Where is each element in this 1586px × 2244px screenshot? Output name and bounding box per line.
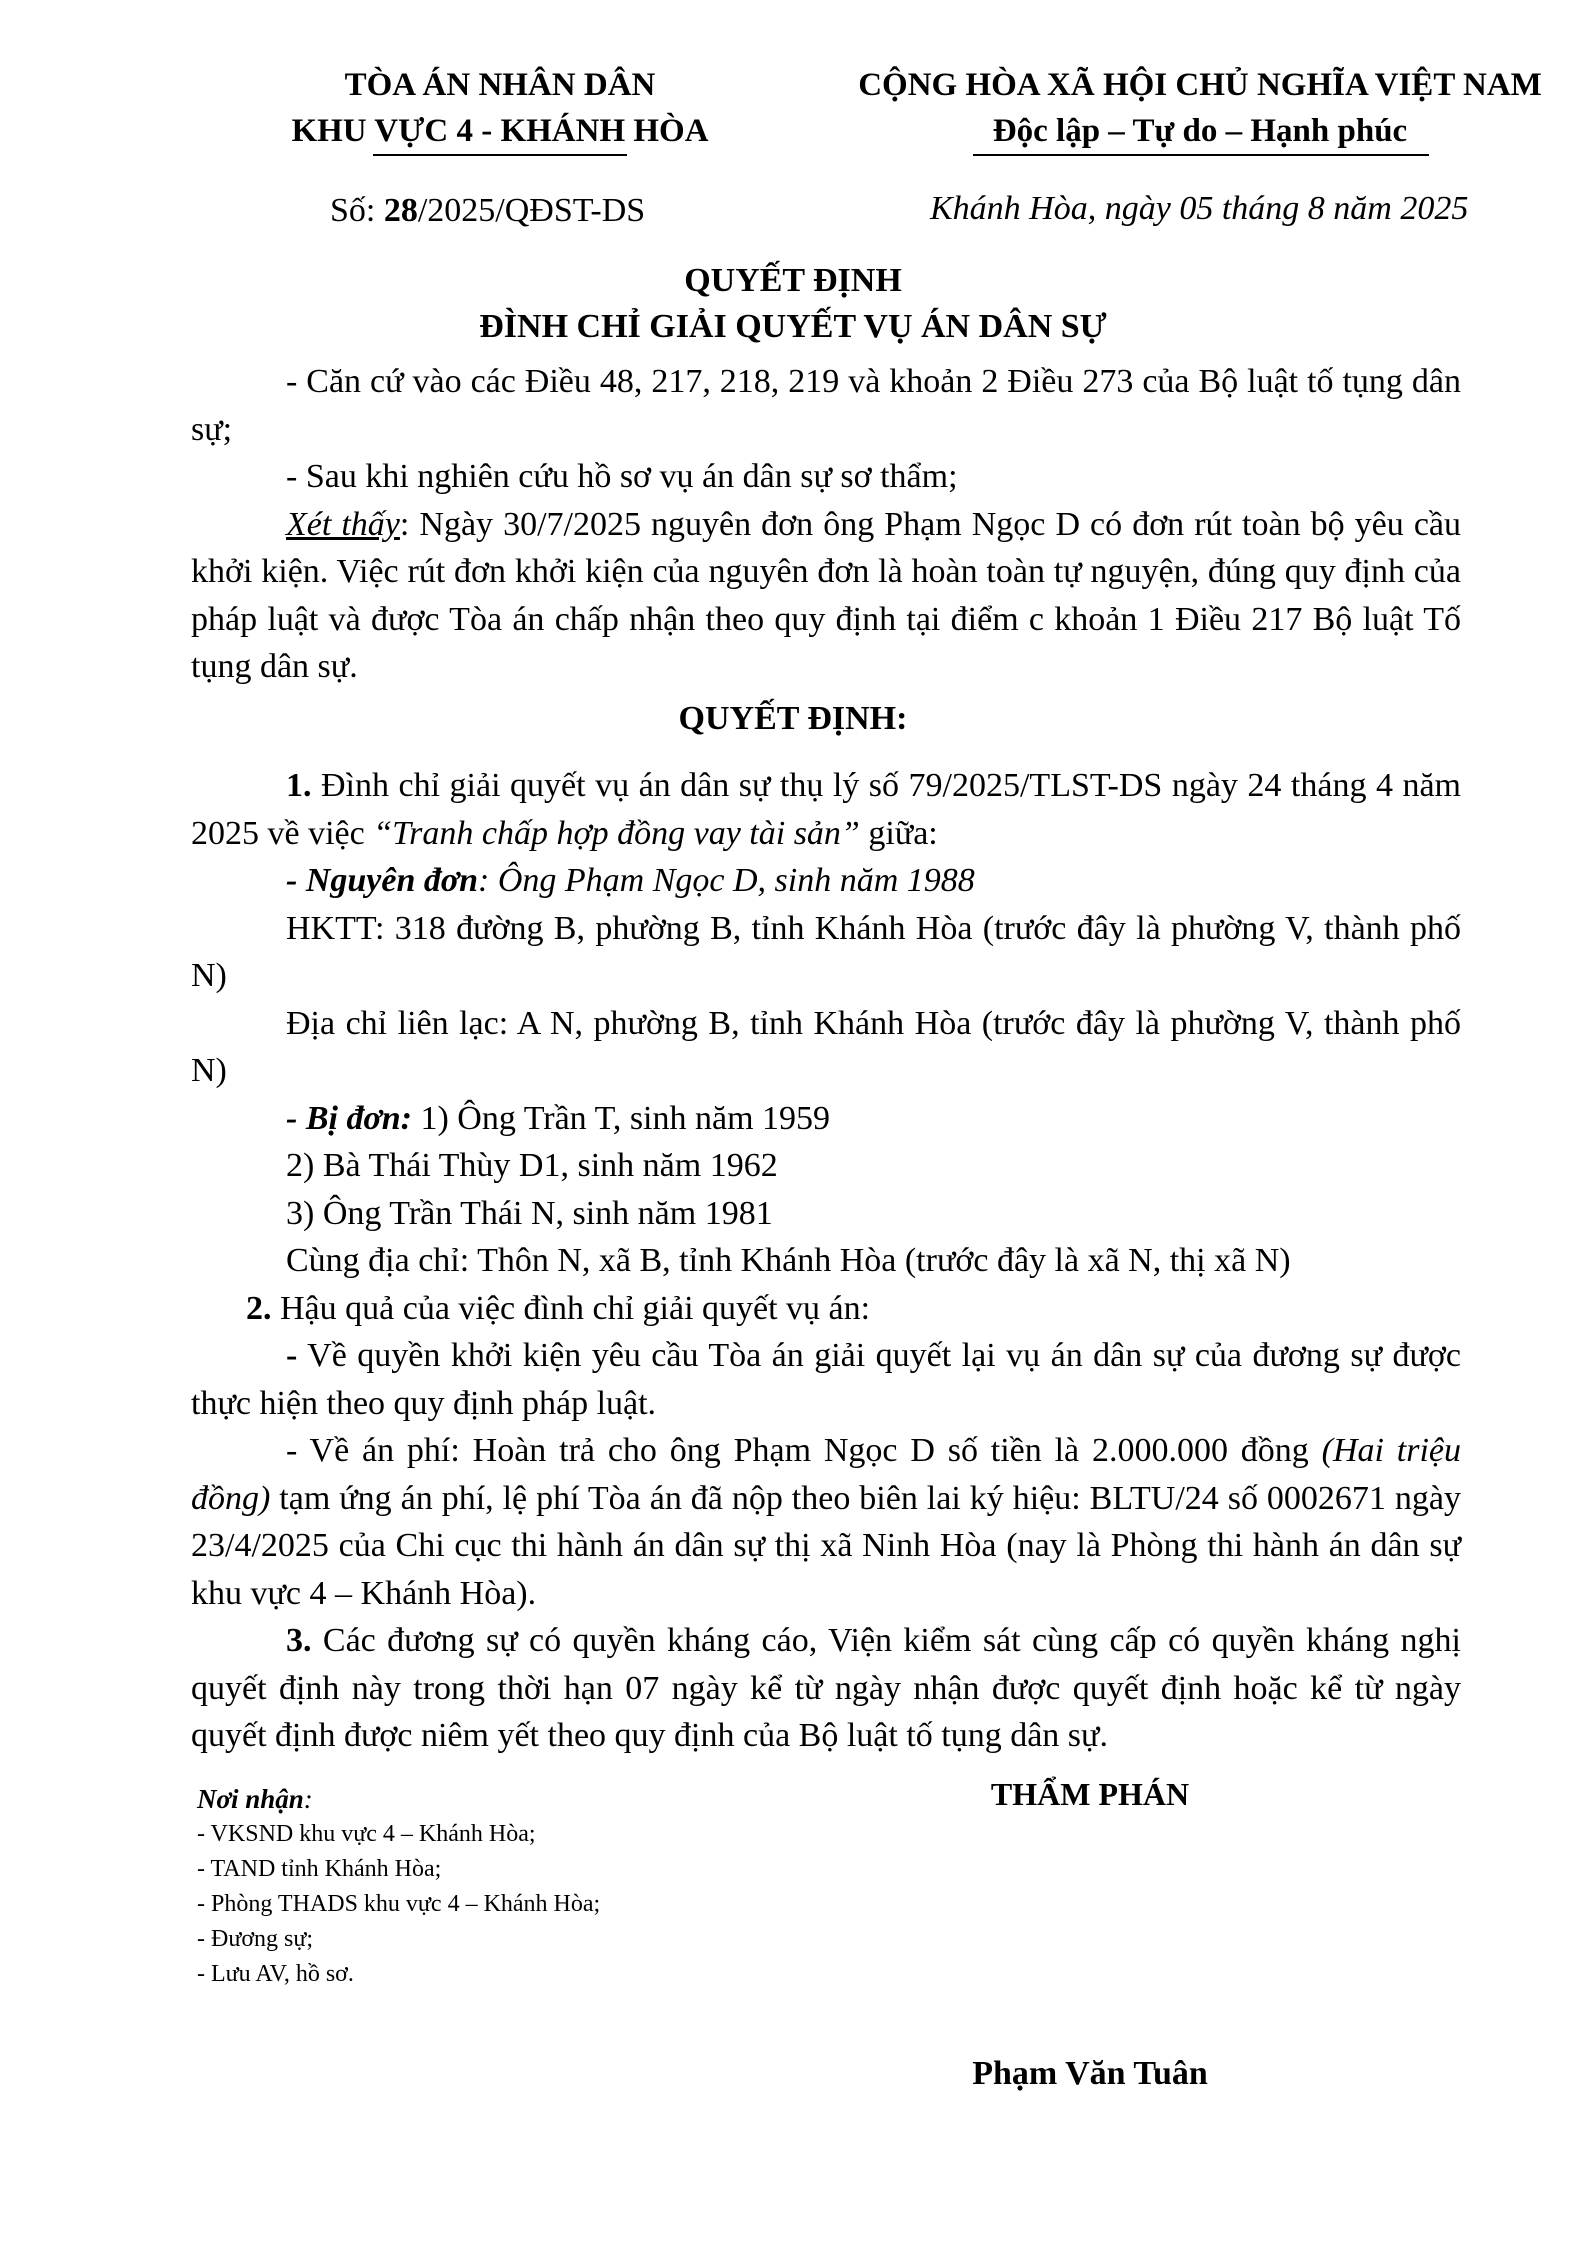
court-region: KHU VỰC 4 - KHÁNH HÒA [291, 113, 709, 149]
judge-name: Phạm Văn Tuân [972, 2055, 1208, 2092]
recipients-title-text: Nơi nhận [197, 1784, 304, 1814]
case-name: “Tranh chấp hợp đồng vay tài sản” [373, 814, 860, 852]
document-number-value: 28 [383, 192, 418, 229]
defendant-2: 2) Bà Thái Thùy D1, sinh năm 1962 [286, 1147, 778, 1184]
item-1 [191, 762, 1461, 857]
basis-paragraph-3 [191, 501, 1461, 691]
document-number-prefix: Số: [330, 192, 384, 229]
item-3 [191, 1617, 1461, 1760]
court-header [250, 62, 750, 154]
item-2-text-2a: - Về án phí: Hoàn trả cho ông Phạm Ngọc D số tiền là 2.000.000 đồng [286, 1432, 1322, 1469]
recipient-item: - Phòng THADS khu vực 4 – Khánh Hòa; [197, 1891, 601, 1917]
recipient-item: - TAND tỉnh Khánh Hòa; [197, 1856, 442, 1882]
state-header [830, 62, 1570, 154]
decision-heading: QUYẾT ĐỊNH: [678, 700, 908, 737]
consideration-label: Xét thấy [286, 505, 400, 543]
defendant-common-address: Cùng địa chỉ: Thôn N, xã B, tỉnh Khánh Hòa (trước đây là xã N, thị xã N) [286, 1242, 1291, 1279]
decision-section [191, 762, 1461, 1760]
document-number-suffix: /2025/QĐST-DS [417, 192, 646, 229]
defendant-label: - Bị đơn: [286, 1099, 412, 1137]
plaintiff-label: - Nguyên đơn [286, 862, 479, 899]
plaintiff-value: : Ông Phạm Ngọc D, sinh năm 1988 [478, 862, 975, 899]
court-header-underline [373, 154, 627, 156]
state-name: CỘNG HÒA XÃ HỘI CHỦ NGHĨA VIỆT NAM [858, 67, 1542, 103]
item-1-number: 1. [286, 767, 312, 804]
item-2-heading: Hậu quả của việc đình chỉ giải quyết vụ án: [271, 1289, 871, 1327]
document-title: QUYẾT ĐỊNH [684, 262, 902, 299]
recipients-block [197, 1782, 600, 1992]
document-number [330, 192, 645, 230]
court-name: TÒA ÁN NHÂN DÂN [344, 67, 656, 103]
defendant-1: 1) Ông Trần T, sinh năm 1959 [411, 1099, 831, 1137]
recipients-title [197, 1782, 600, 1817]
amount-in-words: (Hai triệu đồng) [191, 1432, 1461, 1517]
consideration-text: : Ngày 30/7/2025 nguyên đơn ông Phạm Ngọc D có đơn rút toàn bộ yêu cầu khởi kiện. Việc rút đơn khởi kiện của nguyên đơn là hoàn toàn tự nguyện, đúng quy định của pháp luật và được Tòa án chấp nhận theo quy định tại điểm c khoản 1 Điều 217 Bộ luật Tố tụng dân sự. [191, 505, 1461, 685]
item-2-paragraph-1 [191, 1332, 1461, 1427]
item-2-number: 2. [246, 1289, 272, 1327]
plaintiff-contact: Địa chỉ liên lạc: A N, phường B, tỉnh Khánh Hòa (trước đây là phường V, thành phố N) [191, 1004, 1461, 1089]
item-2-dash: - [286, 1337, 298, 1374]
plaintiff-residence: HKTT: 318 đường B, phường B, tỉnh Khánh Hòa (trước đây là phường V, thành phố N) [191, 909, 1461, 994]
item-3-number: 3. [286, 1622, 312, 1659]
item-1-text-end: giữa: [859, 814, 938, 852]
defendant-line [191, 1095, 1461, 1143]
recipient-item: - Lưu AV, hồ sơ. [197, 1961, 354, 1987]
item-2-text-2b: tạm ứng án phí, lệ phí Tòa án đã nộp theo biên lai ký hiệu: BLTU/24 số 0002671 ngày 23/4/2025 của Chi cục thi hành án dân sự thị xã Ninh Hòa (nay là Phòng thi hành án dân sự khu vực 4 – Khánh Hòa). [191, 1479, 1461, 1612]
place-date: Khánh Hòa, ngày 05 tháng 8 năm 2025 [930, 190, 1469, 227]
judge-title: THẨM PHÁN [990, 1776, 1190, 1812]
recipients-title-colon: : [303, 1784, 313, 1814]
item-2 [191, 1285, 1461, 1333]
basis-section [191, 358, 1461, 691]
recipient-item: - Đương sự; [197, 1926, 314, 1952]
document-subtitle: ĐÌNH CHỈ GIẢI QUYẾT VỤ ÁN DÂN SỰ [479, 308, 1107, 345]
state-motto: Độc lập – Tự do – Hạnh phúc [992, 113, 1408, 149]
plaintiff-line [191, 857, 1461, 905]
item-1-text: Đình chỉ giải quyết vụ án dân sự thụ lý số 79/2025/TLST-DS ngày 24 tháng 4 năm 2025 về việc [191, 767, 1461, 852]
defendant-3: 3) Ông Trần Thái N, sinh năm 1981 [286, 1194, 773, 1232]
recipient-item: - VKSND khu vực 4 – Khánh Hòa; [197, 1821, 536, 1847]
basis-paragraph-1: - Căn cứ vào các Điều 48, 217, 218, 219 và khoản 2 Điều 273 của Bộ luật tố tụng dân sự; [191, 363, 1461, 448]
item-2-text-1: Về quyền khởi kiện yêu cầu Tòa án giải quyết lại vụ án dân sự của đương sự được thực hiện theo quy định pháp luật. [191, 1337, 1461, 1422]
state-header-underline [973, 154, 1429, 156]
item-3-text: Các đương sự có quyền kháng cáo, Viện kiểm sát cùng cấp có quyền kháng nghị quyết định này trong thời hạn 07 ngày kể từ ngày nhận được quyết định hoặc kể từ ngày quyết định được niêm yết theo quy định của Bộ luật tố tụng dân sự. [191, 1622, 1461, 1754]
item-2-paragraph-2 [191, 1427, 1461, 1617]
basis-paragraph-2: - Sau khi nghiên cứu hồ sơ vụ án dân sự sơ thẩm; [286, 458, 958, 495]
